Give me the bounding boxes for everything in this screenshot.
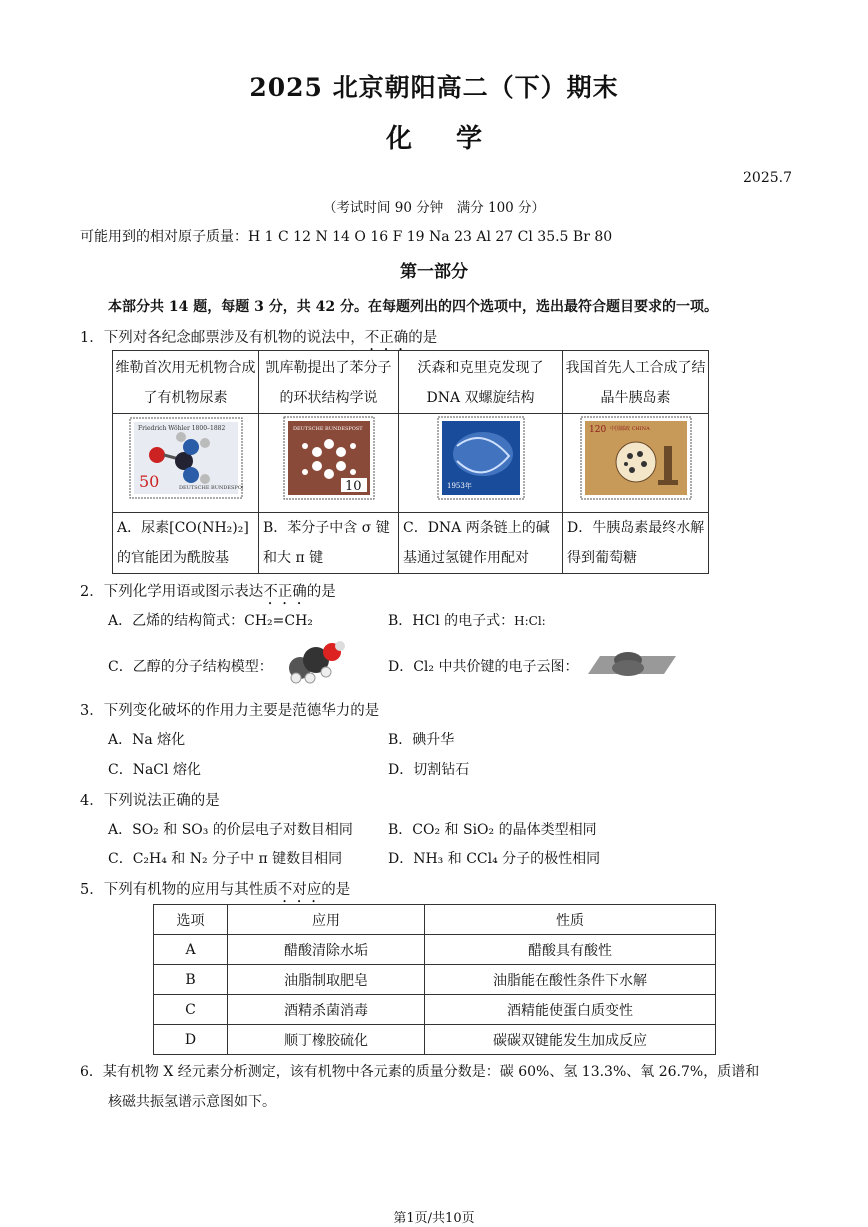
question-2-stem: [80, 580, 336, 608]
q3-option-a: A．Na 熔化: [108, 732, 186, 748]
stamp-value-b: 10: [344, 478, 362, 494]
exam-note: （考试时间 90 分钟 满分 100 分）: [322, 200, 546, 216]
stamp-kekule-image: [283, 416, 375, 500]
table-row: [154, 935, 716, 965]
page-number: 第1页/共10页: [393, 1211, 475, 1226]
table-cell: 油脂能在酸性条件下水解: [425, 965, 716, 995]
exam-date: 2025.7: [743, 170, 792, 186]
table-header: 选项: [154, 905, 228, 935]
q2-option-d: D．Cl₂ 中共价键的电子云图：: [388, 659, 579, 675]
part-title: 第一部分: [400, 262, 468, 282]
q5-table: [153, 904, 716, 1055]
q1-stem-post: 的是: [408, 330, 438, 346]
option-a: A．尿素[CO(NH₂)₂]的官能团为酰胺基: [113, 513, 259, 574]
q2-option-c: C．乙醇的分子结构模型：: [108, 659, 273, 675]
table-cell: 顺丁橡胶硫化: [228, 1025, 425, 1055]
cl2-electron-cloud-icon: [588, 648, 678, 678]
page-title: 2025 北京朝阳高二（下）期末: [249, 73, 619, 102]
q5-stem-pre: 5．下列有机物的应用与其性质: [80, 882, 278, 898]
table-row: [154, 995, 716, 1025]
stamp-value-c: 1953年: [446, 481, 472, 490]
q2-stem-post: 的是: [306, 584, 336, 600]
part-instruction: 本部分共 14 题，每题 3 分，共 42 分。在每题列出的四个选项中，选出最符合题目要求的一项。: [108, 299, 718, 315]
atomic-masses: 可能用到的相对原子质量：H 1 C 12 N 14 O 16 F 19 Na 23 Al 27 Cl 35.5 Br 80: [80, 229, 613, 245]
stamp-dna-image: [437, 416, 525, 500]
q1-stem-emph: 不正确: [364, 330, 409, 346]
option-d: D．牛胰岛素最终水解得到葡萄糖: [563, 513, 709, 574]
table-row: [113, 414, 709, 513]
question-3-stem: 3．下列变化破坏的作用力主要是范德华力的是: [80, 703, 380, 719]
question-5-stem: [80, 878, 350, 906]
table-cell: 碳碳双键能发生加成反应: [425, 1025, 716, 1055]
stamp-cell-c: [399, 414, 563, 513]
stamp-value-d: 120: [588, 424, 606, 435]
table-row: [154, 965, 716, 995]
stamp-cell-a: [113, 414, 259, 513]
q2-stem-pre: 2．下列化学用语或图示表达: [80, 584, 264, 600]
subject-title: [0, 118, 868, 155]
q2-option-b-label: B．HCl 的电子式：: [388, 613, 515, 629]
stamp-value-a: 50: [138, 471, 159, 491]
table-header: 应用: [228, 905, 425, 935]
stamp-name-text: Friedrich Wöhler 1800–1882: [137, 424, 225, 432]
question-4-stem: 4．下列说法正确的是: [80, 793, 220, 809]
q3-option-c: C．NaCl 熔化: [108, 762, 201, 778]
table-cell: D: [154, 1025, 228, 1055]
stamp-cell-d: [563, 414, 709, 513]
table-header: 性质: [425, 905, 716, 935]
table-row: [113, 351, 709, 414]
q2-option-b: [388, 610, 546, 630]
table-cell: B: [154, 965, 228, 995]
q1-stem-pre: 1．下列对各纪念邮票涉及有机物的说法中，: [80, 330, 365, 346]
q4-option-a: A．SO₂ 和 SO₃ 的价层电子对数目相同: [108, 822, 353, 838]
stamp-desc-d: 我国首先人工合成了结晶牛胰岛素: [563, 351, 709, 414]
stamps-table: [112, 350, 709, 574]
hcl-electron-formula: H:Cl:: [514, 614, 546, 628]
stamp-insulin-image: [580, 416, 692, 500]
q2-option-a: A．乙烯的结构简式：CH₂=CH₂: [108, 613, 313, 629]
q5-stem-emph: 不对应: [277, 882, 322, 898]
stamp-desc-b: 凯库勒提出了苯分子的环状结构学说: [259, 351, 399, 414]
stamp-caption-d: 中国邮政 CHINA: [609, 425, 650, 432]
option-b: B．苯分子中含 σ 键和大 π 键: [259, 513, 399, 574]
option-c: C．DNA 两条链上的碱基通过氢键作用配对: [399, 513, 563, 574]
stamp-caption-a: DEUTSCHE BUNDESPOST: [178, 484, 243, 491]
question-6-line-1: 6．某有机物 X 经元素分析测定，该有机物中各元素的质量分数是：碳 60%、氢 13.3%、氧 26.7%，质谱和: [80, 1064, 760, 1080]
q4-option-c: C．C₂H₄ 和 N₂ 分子中 π 键数目相同: [108, 851, 343, 867]
table-cell: A: [154, 935, 228, 965]
table-row: [113, 513, 709, 574]
q2-stem-emph: 不正确: [263, 584, 307, 600]
stamp-desc-c: 沃森和克里克发现了DNA 双螺旋结构: [399, 351, 563, 414]
ethanol-ball-model-icon: [286, 638, 348, 686]
table-cell: 醋酸清除水垢: [228, 935, 425, 965]
table-cell: 醋酸具有酸性: [425, 935, 716, 965]
q3-option-d: D．切割钻石: [388, 762, 470, 778]
table-cell: 酒精杀菌消毒: [228, 995, 425, 1025]
question-6-line-2: 核磁共振氢谱示意图如下。: [108, 1094, 276, 1110]
table-row: [154, 1025, 716, 1055]
q3-option-b: B．碘升华: [388, 732, 455, 748]
table-cell: 油脂制取肥皂: [228, 965, 425, 995]
subject-char-2: 学: [456, 124, 483, 154]
stamp-caption-b: DEUTSCHE BUNDESPOST: [292, 425, 363, 432]
q4-option-b: B．CO₂ 和 SiO₂ 的晶体类型相同: [388, 822, 597, 838]
table-cell: C: [154, 995, 228, 1025]
q4-option-d: D．NH₃ 和 CCl₄ 分子的极性相同: [388, 851, 601, 867]
stamp-wohler-image: [129, 417, 243, 499]
stamp-cell-b: [259, 414, 399, 513]
table-cell: 酒精能使蛋白质变性: [425, 995, 716, 1025]
stamp-desc-a: 维勒首次用无机物合成了有机物尿素: [113, 351, 259, 414]
q5-stem-post: 的是: [321, 882, 351, 898]
table-header-row: [154, 905, 716, 935]
subject-char-1: 化: [385, 124, 412, 154]
